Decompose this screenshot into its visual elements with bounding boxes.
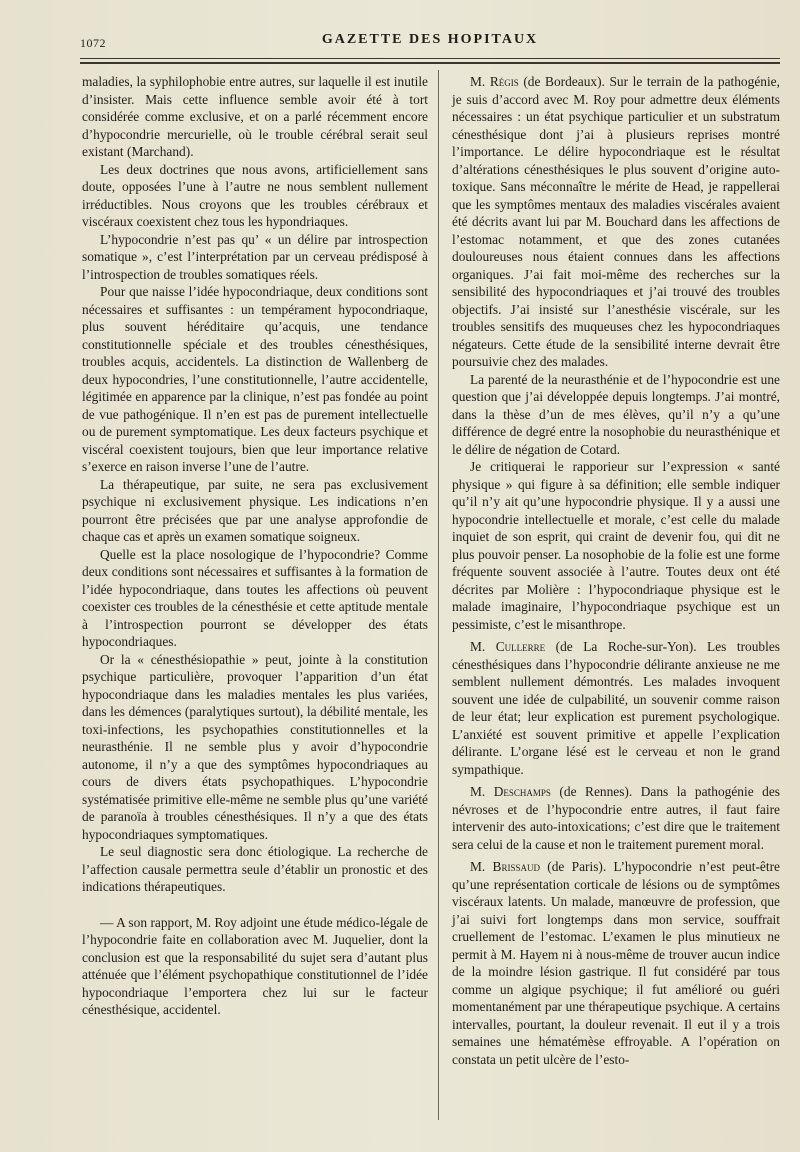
header-rule-thick	[80, 62, 780, 64]
speaker-name: M. Cullerre	[470, 639, 546, 654]
page-number: 1072	[80, 36, 106, 50]
speaker-text: (de Bordeaux). Sur le terrain de la pathogénie, je suis d’accord avec M. Roy pour admettre deux éléments nécessaires : un état psychique particulier et un substratum cénesthésique dont j’ai à plusieurs reprises montré l’importance. Le délire hypocondriaque est le résultat d’altérations cénesthésiques le plus souvent d’origine auto-toxique. Sans méconnaître le mérite de Head, je rappellerai que les symptômes mentaux des maladies viscérales avaient été décrits avant lui par M. Bouchard dans les affections de l’estomac notamment, et que des zones cutanées douloureuses nous étaient connues dans les affections organiques. J’ai fait moi-même des recherches sur la sensibilité des hypocondriaques et j’ai trouvé des troubles objectifs. J’ai insisté sur l’anesthésie viscérale, sur les troubles sensitifs des muqueuses chez les hypocondriaques négateurs. Cette étude de la sensibilité interne devrait être poursuivie chez des malades.	[452, 74, 780, 369]
speaker-paragraph	[452, 638, 780, 778]
paragraph: L’hypocondrie n’est pas qu’ « un délire par introspection somatique », c’est l’interprétation par un cerveau prédisposé à l’introspection de troubles somatiques réels.	[82, 231, 428, 282]
speaker-text: (de Rennes). Dans la pathogénie des névroses et de l’hypocondrie entre autres, il faut faire intervenir des auto-intoxications; c’est dire que le traitement sera celui de la cause et non le traitement purement moral.	[452, 784, 780, 852]
paragraph: La thérapeutique, par suite, ne sera pas exclusivement psychique ni exclusivement physique. Les indications n’en pourront être précisées que par une analyse approfondie de chaque cas et après un examen somatique soigneux.	[82, 476, 428, 544]
speaker-name: M. Deschamps	[470, 784, 551, 799]
paragraph: Pour que naisse l’idée hypocondriaque, deux conditions sont nécessaires et suffisantes : un tempérament hypocondriaque, plus souvent héréditaire qu’acquis, une tendance constitutionnelle spéciale et des troubles cénesthésiques, troubles acquis, accidentels. La distinction de Wallenberg de deux hypocondries, l’une constitutionnelle, l’autre accidentelle, légitimée en apparence par la clinique, n’est pas fondée au point de vue pathogénique. Il n’en est pas de purement intellectuelle ou de purement symptomatique. Les deux facteurs psychique et viscéral coexistent toujours, bien que leur importance relative s’exerce en raison inverse l’une de l’autre.	[82, 284, 428, 474]
speaker-paragraph	[452, 858, 780, 1068]
paragraph: Quelle est la place nosologique de l’hypocondrie? Comme deux conditions sont nécessaires et suffisantes à la formation de l’idée hypocondriaque, dans toutes les affections où peuvent coexister ces troubles de la cénesthésie et cette aptitude mentale à l’introspection pourront se développer des états hypocondriaques.	[82, 546, 428, 649]
paragraph: maladies, la syphilophobie entre autres, sur laquelle il est inutile d’insister. Mais cette influence semble avoir été à tort considérée comme exclusive, et on a parlé récemment encore d’hypocondrie mercurielle, où le trouble cérébral serait seul existant (Marchand).	[82, 74, 428, 159]
paragraph: Les deux doctrines que nous avons, artificiellement sans doute, opposées l’une à l’autre ne nous semblent nullement irréductibles. Nous croyons que les troubles cérébraux et viscéraux coexistent chez tous les hypondriaques.	[82, 161, 428, 229]
paragraph: La parenté de la neurasthénie et de l’hypocondrie est une question que j’ai développée depuis longtemps. J’ai montré, dans la thèse d’un de mes élèves, qu’il n’y a qu’une différence de degré entre la nosophobie du neurasthénique et le délire de négation de Cotard.	[452, 371, 780, 457]
speaker-paragraph	[452, 783, 780, 853]
paragraph: Je critiquerai le rapporieur sur l’expression « santé physique » qui figure à sa définition; elle semble indiquer qu’il n’y ait qu’une hypocondrie physique. Il y a aussi une hypocondrie intellectuelle et morale, c’est celle du malade inquiet de son esprit, qui craint de devenir fou, qui dit ne plus pouvoir penser. La nosophobie de la folie est une forme fréquente souvent associée à l’autre. Toutes deux ont été décrites par Molière : l’hypocondriaque physique est le malade imaginaire, l’hypocondriaque psychique est un pessimiste, c’est le misanthrope.	[452, 459, 780, 632]
paragraph: Le seul diagnostic sera donc étiologique. La recherche de l’affection causale permettra seule d’établir un pronostic et des indications thérapeutiques.	[82, 844, 428, 894]
speaker-paragraph	[452, 73, 780, 371]
header-rule-thin	[80, 58, 780, 59]
paragraph: Or la « cénesthésiopathie » peut, jointe à la constitution psychique particulière, provoquer l’apparition d’un état hypocondriaque dans les maladies mentales les plus variées, dans les démences (paralytiques surtout), la débilité mentale, les toxi-infections, les psychopathies constitutionnelles et la neurasthénie. Il ne semble plus y avoir d’hypocondrie autonome, il n’y a que des symptômes hypocondriaques au cours de divers états psychopathiques. L’hypocondrie systématisée primitive elle-même ne semble plus qu’une variété de paranoïa à troubles cénesthésiques. Il n’y a que des états hypocondriaques symptomatiques.	[82, 651, 428, 842]
running-title: GAZETTE DES HOPITAUX	[321, 32, 539, 47]
left-column	[82, 73, 428, 1019]
column-divider	[438, 70, 439, 1120]
page-header	[80, 30, 780, 60]
speaker-text: (de Paris). L’hypocondrie n’est peut-être qu’une représentation corticale de lésions ou de symptômes viscéraux latents. Un malade, manœuvre de profession, que j’ai suivi fort longtemps dans mon service, souffrait cruellement de l’estomac. L’examen le plus minutieux ne permit à M. Hayem ni à nous-même de trouver aucun indice de la moindre lésion gastrique. Il fut considéré par tous comme un algique psychique; il fut amélioré ou guéri momentanément par une thérapeutique psychique. A certains intervalles, pourtant, la douleur revenait. Il eut il y a trois semaines une hématémèse effroyable. A l’opération on constata un petit ulcère de l’esto-	[452, 859, 780, 1067]
paragraph: — A son rapport, M. Roy adjoint une étude médico-légale de l’hypocondrie faite en collaboration avec M. Juquelier, dont la conclusion est que la responsabilité du sujet sera d’autant plus atténuée que l’élément psychopathique constitutionnel de l’idée hypocondriaque l’emportera chez lui sur le facteur cénesthésique, accidentel.	[82, 914, 428, 1017]
speaker-name: M. Régis	[470, 74, 519, 89]
speaker-text: (de La Roche-sur-Yon). Les troubles cénesthésiques dans l’hypocondrie délirante anxieuse ne me semblent nullement démontrés. Les malades invoquent souvent une idée de culpabilité, un souvenir comme raison de leur état; leur explication est purement psychologique. L’anxiété est souvent primitive et appelle l’explication délirante. L’organe lésé est le cerveau et non le grand sympathique.	[452, 639, 781, 777]
speaker-name: M. Brissaud	[470, 859, 540, 874]
right-column	[452, 73, 780, 1068]
